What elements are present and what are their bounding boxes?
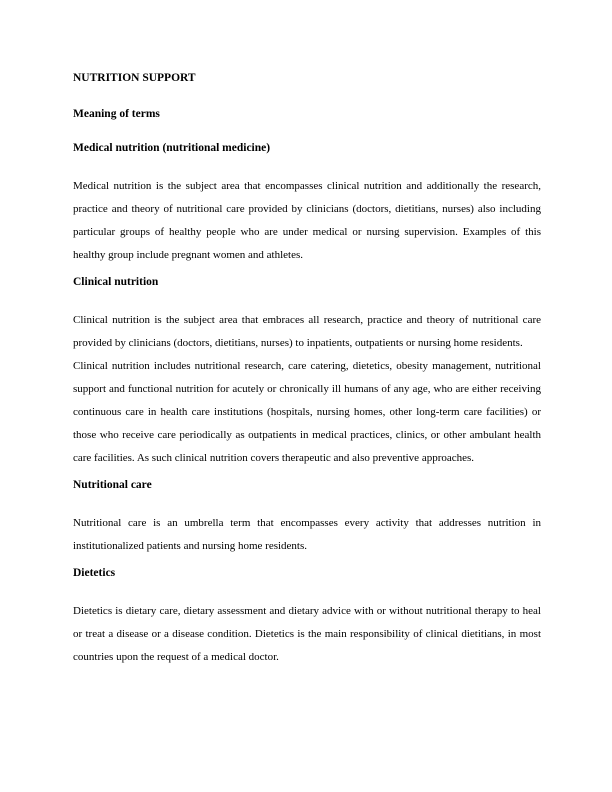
section-paragraph: Dietetics is dietary care, dietary assessment and dietary advice with or without nutritional therapy to heal or treat a disease or a disease condition. Dietetics is the main responsibility of clinical dietitians, in most countries upon the request of a medical doctor. [73,605,541,663]
section-clinical-nutrition [73,275,541,470]
section-paragraph: Clinical nutrition includes nutritional research, care catering, dietetics, obesity management, nutritional support and functional nutrition for acutely or chronically ill humans of any age, who are either receiving continuous care in health care institutions (hospitals, nursing homes, other long-term care facilities) or those who receive care periodically as outpatients in medical practices, clinics, or other ambulant health care facilities. As such clinical nutrition covers therapeutic and also preventive approaches. [73,360,541,464]
section-nutritional-care [73,478,541,558]
document-subtitle: Meaning of terms [73,108,160,120]
section-paragraph: Medical nutrition is the subject area that encompasses clinical nutrition and additionally the research, practice and theory of nutritional care provided by clinicians (doctors, dietitians, nurses) also including particular groups of healthy people who are under medical or nursing supervision. Examples of this healthy group include pregnant women and athletes. [73,180,541,261]
document-page [73,71,541,677]
section-heading: Nutritional care [73,479,152,491]
section-dietetics [73,566,541,669]
section-heading: Clinical nutrition [73,276,159,288]
section-medical-nutrition [73,141,541,267]
section-heading: Dietetics [73,567,116,579]
document-title: NUTRITION SUPPORT [73,72,196,84]
section-heading: Medical nutrition (nutritional medicine) [73,142,271,154]
section-paragraph: Clinical nutrition is the subject area that embraces all research, practice and theory of nutritional care provided by clinicians (doctors, dietitians, nurses) to inpatients, outpatients or nursing home residents. [73,314,541,349]
section-paragraph: Nutritional care is an umbrella term that encompasses every activity that addresses nutrition in institutionalized patients and nursing home residents. [73,517,541,552]
